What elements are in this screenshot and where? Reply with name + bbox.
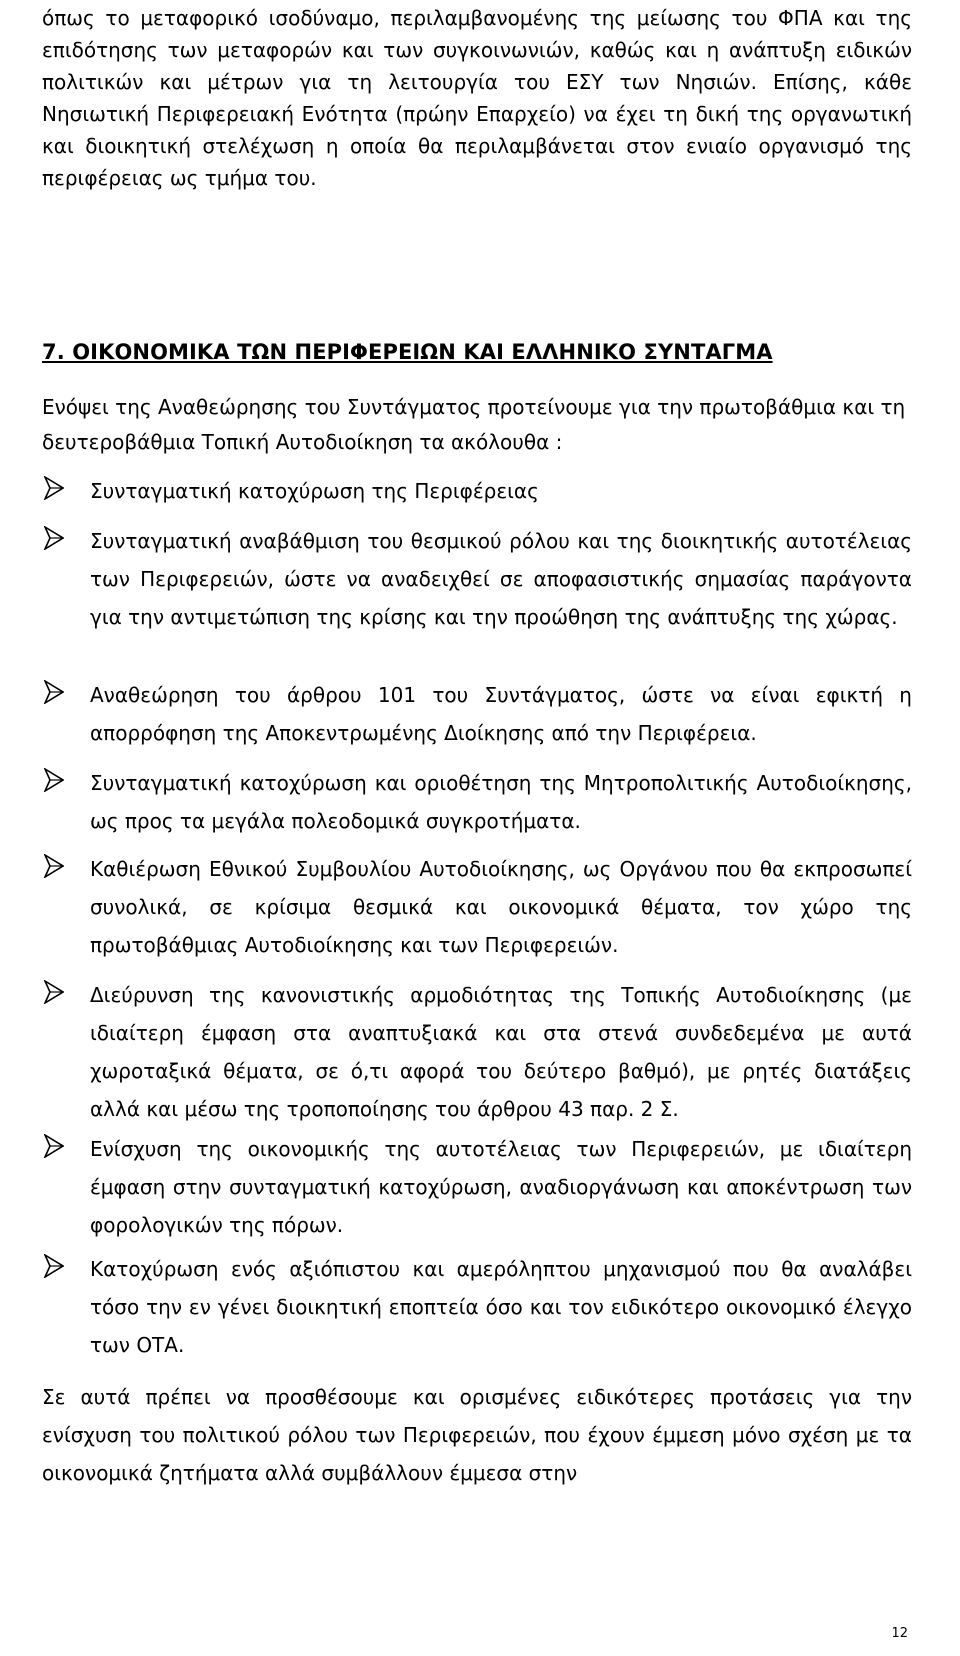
section-heading: 7. ΟΙΚΟΝΟΜΙΚΑ ΤΩΝ ΠΕΡΙΦΕΡΕΙΩΝ ΚΑΙ ΕΛΛΗΝΙΚΟ ΣΥΝΤΑΓΜΑ (42, 340, 773, 364)
lead-text: Ενόψει της Αναθεώρησης του Συντάγματος προτείνουμε για την πρωτοβάθμια και τη δευτεροβάθμια Τοπική Αυτοδιοίκηση τα ακόλουθα : (42, 395, 906, 454)
bullet-text: Συνταγματική κατοχύρωση και οριοθέτηση της Μητροπολιτικής Αυτοδιοίκησης, ως προς τα μεγάλα πολεοδομικά συγκροτήματα. (90, 771, 912, 833)
arrowhead-bullet-icon (44, 768, 66, 798)
arrowhead-bullet-icon (44, 980, 66, 1010)
bullet-text: Καθιέρωση Εθνικού Συμβουλίου Αυτοδιοίκησης, ως Οργάνου που θα εκπροσωπεί συνολικά, σε κρίσιμα θεσμικά και οικονομικά θέματα, τον χώρο της πρωτοβάθμιας Αυτοδιοίκησης και των Περιφερειών. (90, 857, 912, 957)
arrowhead-bullet-icon (44, 476, 66, 506)
bullet-text: Συνταγματική αναβάθμιση του θεσμικού ρόλου και της διοικητικής αυτοτέλειας των Περιφερειών, ώστε να αναδειχθεί σε αποφασιστικής σημασίας παράγοντα για την αντιμετώπιση της κρίσης και την προώθηση της ανάπτυξης της χώρας. (90, 529, 912, 629)
arrowhead-bullet-icon (44, 1134, 66, 1164)
arrowhead-bullet-icon (44, 680, 66, 710)
page-number: 12 (891, 1626, 908, 1641)
arrowhead-bullet-icon (44, 1254, 66, 1284)
lead-paragraph (42, 390, 912, 460)
bullet-text: Ενίσχυση της οικονομικής της αυτοτέλειας των Περιφερειών, με ιδιαίτερη έμφαση στην συνταγματική κατοχύρωση, αναδιοργάνωση και αποκέντρωση των φορολογικών της πόρων. (90, 1137, 912, 1237)
closing-paragraph: Σε αυτά πρέπει να προσθέσουμε και ορισμένες ειδικότερες προτάσεις για την ενίσχυση του πολιτικού ρόλου των Περιφερειών, που έχουν έμμεση μόνο σχέση με τα οικονομικά ζητήματα αλλά συμβάλλουν έμμεσα στην (42, 1385, 912, 1485)
arrowhead-bullet-icon (44, 526, 66, 556)
intro-text: όπως το μεταφορικό ισοδύναμο, περιλαμβανομένης της μείωσης του ΦΠΑ και της επιδότησης των μεταφορών και των συγκοινωνιών, καθώς και η ανάπτυξη ειδικών πολιτικών και μέτρων για τη λειτουργία του ΕΣΥ των Νησιών. Επίσης, κάθε Νησιωτική Περιφερειακή Ενότητα (πρώην Επαρχείο) να έχει τη δική της οργανωτική και διοικητική στελέχωση η οποία θα περιλαμβάνεται στον ενιαίο οργανισμό της περιφέρειας ως τμήμα του. (42, 6, 912, 190)
bullet-text: Διεύρυνση της κανονιστικής αρμοδιότητας της Τοπικής Αυτοδιοίκησης (με ιδιαίτερη έμφαση στα αναπτυξιακά και στα στενά συνδεδεμένα με αυτά χωροταξικά θέματα, σε ό,τι αφορά του δεύτερο βαθμό), με ρητές διατάξεις αλλά και μέσω της τροποποίησης του άρθρου 43 παρ. 2 Σ. (90, 983, 912, 1121)
arrowhead-bullet-icon (44, 854, 66, 884)
bullet-text: Συνταγματική κατοχύρωση της Περιφέρειας (90, 479, 539, 503)
intro-paragraph (42, 2, 912, 194)
bullet-text: Αναθεώρηση του άρθρου 101 του Συντάγματος, ώστε να είναι εφικτή η απορρόφηση της Αποκεντρωμένης Διοίκησης από την Περιφέρεια. (90, 683, 912, 745)
bullet-text: Κατοχύρωση ενός αξιόπιστου και αμερόληπτου μηχανισμού που θα αναλάβει τόσο την εν γένει διοικητική εποπτεία όσο και τον ειδικότερο οικονομικό έλεγχο των ΟΤΑ. (90, 1257, 912, 1357)
